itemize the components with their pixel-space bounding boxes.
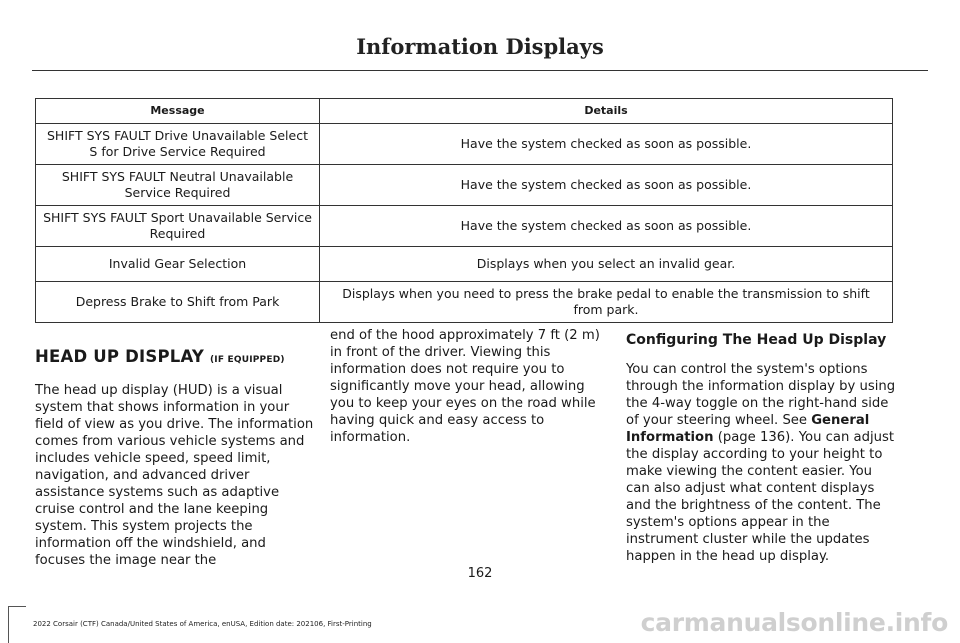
text-column-right: [626, 327, 896, 565]
configuring-paragraph: [626, 361, 896, 565]
details-cell: Have the system checked as soon as possible.: [320, 206, 893, 247]
column-header-message: Message: [36, 99, 320, 124]
footer-edition-info: 2022 Corsair (CTF) Canada/United States of America, enUSA, Edition date: 202106, First-Printing: [33, 620, 372, 628]
watermark-logo: carmanualsonline.info: [640, 608, 948, 637]
configuring-text-before: You can control the system's options through the information display by using the 4-way toggle on the right-hand side of your steering wheel. See: [626, 362, 896, 428]
section-heading-hud: [35, 327, 315, 369]
subsection-heading-configuring: Configuring The Head Up Display: [626, 332, 887, 348]
hud-paragraph-2: end of the hood approximately 7 ft (2 m) in front of the driver. Viewing this information does not require you to significantly move your head, allowing you to keep your eyes on the road while having quick and easy access to information.: [330, 328, 600, 445]
crop-mark-horizontal: [8, 606, 26, 607]
message-cell: Depress Brake to Shift from Park: [36, 282, 320, 323]
hud-paragraph-1: The head up display (HUD) is a visual system that shows information in your field of view as you drive. The information comes from various vehicle systems and includes vehicle speed, speed limit, navigation, and advanced driver assistance systems such as adaptive cruise control and the lane keeping system. This system projects the information off the windshield, and focuses the image near the: [35, 383, 314, 568]
text-column-middle: [330, 327, 600, 446]
page-reference: (page 136).: [713, 430, 795, 445]
details-cell: Have the system checked as soon as possible.: [320, 124, 893, 165]
section-heading-text: HEAD UP DISPLAY: [35, 347, 204, 366]
messages-table: [35, 98, 893, 323]
details-cell: Displays when you select an invalid gear.: [320, 247, 893, 282]
message-cell: Invalid Gear Selection: [36, 247, 320, 282]
message-cell: SHIFT SYS FAULT Sport Unavailable Service Required: [36, 206, 320, 247]
crop-mark-vertical: [8, 606, 9, 643]
table-header-row: [36, 99, 893, 124]
table-row: [36, 206, 893, 247]
page-header-title: Information Displays: [356, 34, 604, 59]
table-row: [36, 282, 893, 323]
configuring-text-after: You can adjust the display according to your height to make viewing the content easier. You can also adjust what content displays and the brightness of the content. The system's options appear in the instrument cluster while the updates happen in the head up display.: [626, 430, 895, 564]
page-number: 162: [467, 566, 493, 581]
details-cell: Displays when you need to press the brake pedal to enable the transmission to shift from park.: [320, 282, 893, 323]
message-cell: SHIFT SYS FAULT Neutral Unavailable Service Required: [36, 165, 320, 206]
header-divider: [32, 70, 928, 71]
text-column-left: [35, 327, 315, 569]
table-row: [36, 124, 893, 165]
details-cell: Have the system checked as soon as possible.: [320, 165, 893, 206]
table-row: [36, 165, 893, 206]
message-cell: SHIFT SYS FAULT Drive Unavailable Select S for Drive Service Required: [36, 124, 320, 165]
general-information-link[interactable]: General Information: [626, 413, 870, 445]
column-header-details: Details: [320, 99, 893, 124]
section-heading-suffix: (IF EQUIPPED): [209, 355, 285, 365]
table-row: [36, 247, 893, 282]
